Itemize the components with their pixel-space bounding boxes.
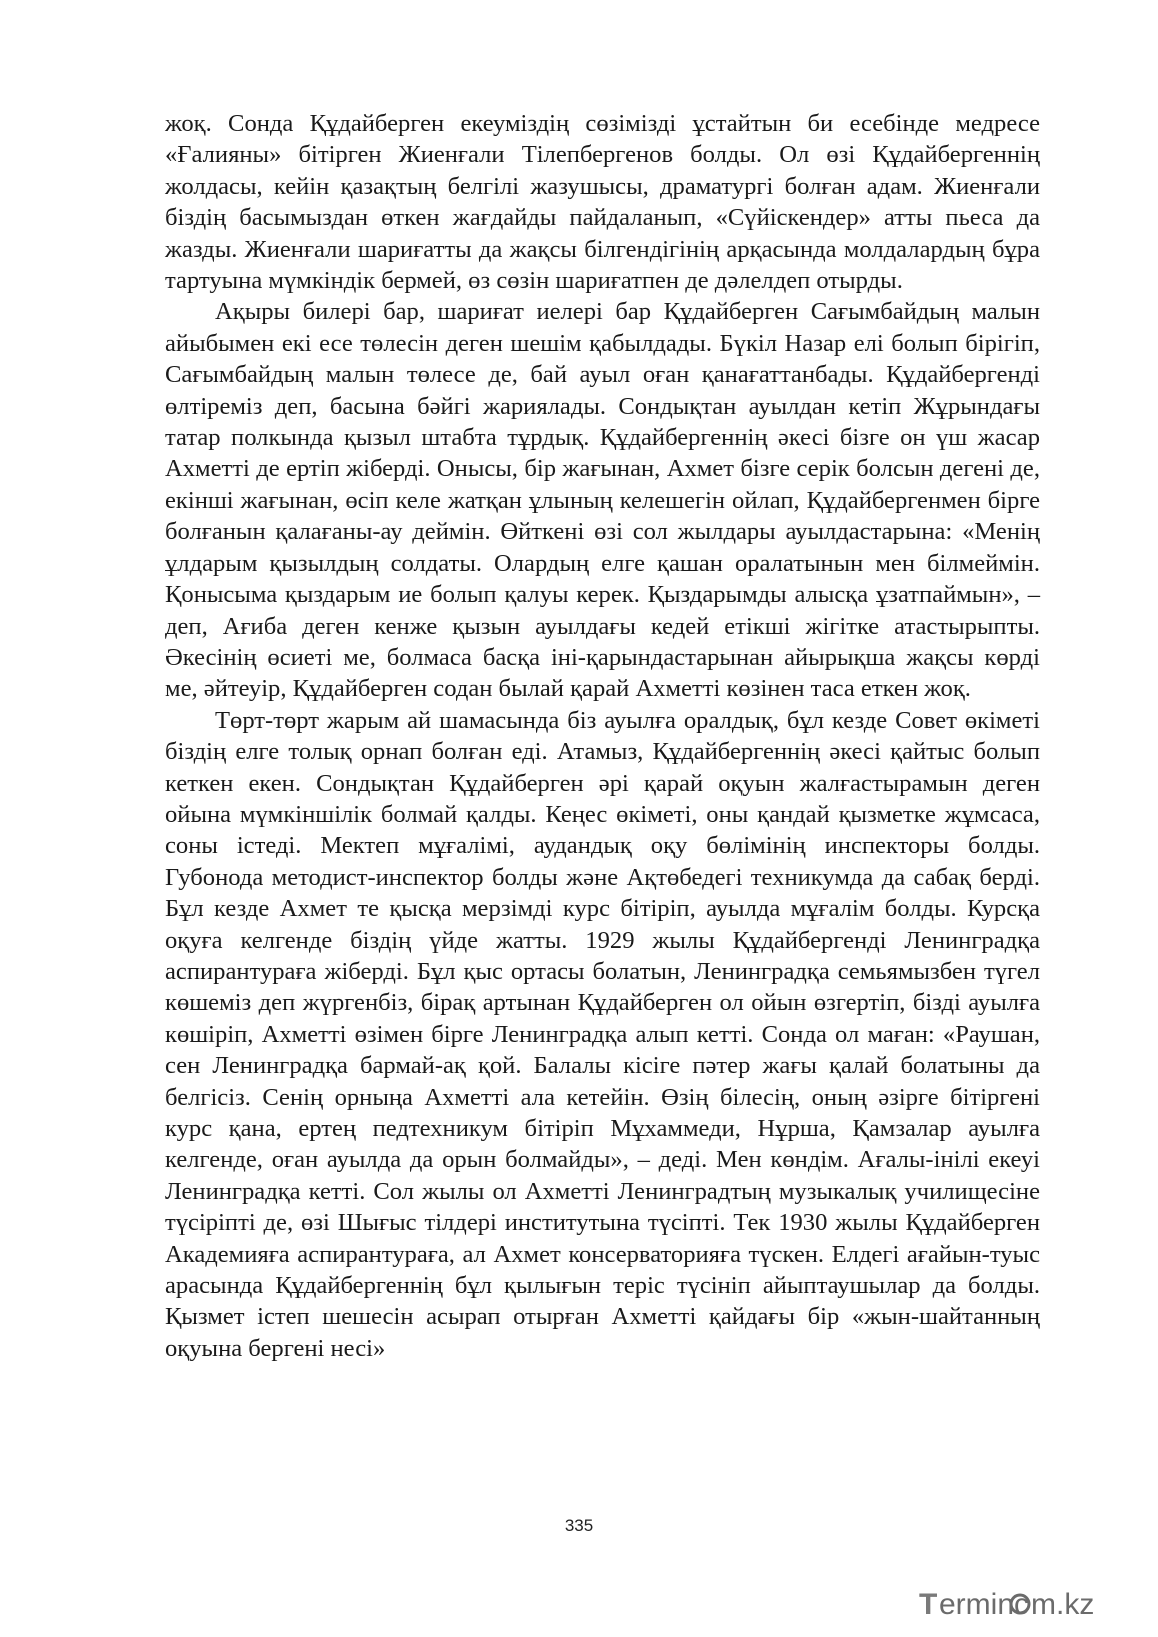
logo-text-suffix: m.kz xyxy=(1031,1588,1095,1621)
logo-text-middle: erminc xyxy=(939,1588,1030,1621)
document-body xyxy=(165,108,1040,1364)
page-number: 335 xyxy=(564,1516,594,1535)
termincom-logo xyxy=(913,1585,1128,1623)
logo-letter-t: T xyxy=(919,1588,938,1621)
paragraph-3: Төрт-төрт жарым ай шамасында біз ауылға оралдық, бұл кезде Совет өкіметі біздің елге толық орнап болған еді. Атамыз, Құдайбергеннің әкесі қайтыс болып кеткен екен. Сондықтан Құдайберген әрі қарай оқуын жалғастырамын деген ойына мүмкіншілік болмай қалды. Кеңес өкіметі, оны қандай қызметке жұмсаса, соны істеді. Мектеп мұғалімі, аудандық оқу бөлімінің инспекторы болды. Губонода методист-инспектор болды және Ақтөбедегі техникумда да сабақ берді. Бұл кезде Ахмет те қысқа мерзімді курс бітіріп, ауылда мұғалім болды. Курсқа оқуға келгенде біздің үйде жатты. 1929 жылы Құдайбергенді Ленинградқа аспирантураға жіберді. Бұл қыс ортасы болатын, Ленинградқа семьямызбен түгел көшеміз деп жүргенбіз, бірақ артынан Құдайберген ол ойын өзгертіп, бізді ауылға көшіріп, Ахметті өзімен бірге Ленинградқа алып кетті. Сонда ол маған: «Раушан, сен Ленинградқа бармай-ақ қой. Балалы кісіге пәтер жағы қалай болатыны да белгісіз. Сенің орныңа Ахметті ала кетейін. Өзің білесің, оның әзірге бітіргені курс қана, ертең педтехникум бітіріп Мұхаммеди, Нұрша, Қамзалар ауылға келгенде, оған ауылда да орын болмайды», – деді. Мен көндім. Ағалы-інілі екеуі Ленинградқа кетті. Сол жылы ол Ахметті Ленинградтың музыкалық училищесіне түсіріпті де, өзі Шығыс тілдері институтына түсіпті. Тек 1930 жылы Құдайберген Академияға аспирантураға, ал Ахмет консерваторияға түскен. Елдегі ағайын-туыс арасында Құдайбергеннің бұл қылығын теріс түсініп айыптаушылар да болды. Қызмет істеп шешесін асырап отырған Ахметті қайдағы бір «жын-шайтанның оқуына бергені несі» xyxy=(165,706,1040,1362)
paragraph-2: Ақыры билері бар, шариғат иелері бар Құдайберген Сағымбайдың малын айыбымен екі есе төлесін деген шешім қабылдады. Бүкіл Назар елі болып бірігіп, Сағымбайдың малын төлесе де, бай ауыл оған қанағаттанбады. Құдайбергенді өлтіреміз деп, басына бәйгі жариялады. Сондықтан ауылдан кетіп Жұрындағы татар полкында қызыл штабта тұрдық. Құдайбергеннің әкесі бізге он үш жасар Ахметті де ертіп жіберді. Онысы, бір жағынан, Ахмет бізге серік болсын дегені де, екінші жағынан, өсіп келе жатқан ұлының келешегін ойлап, Құдайбергенмен бірге болғанын қалағаны-ау деймін. Өйткені өзі сол жылдары ауылдастарына: «Менің ұлдарым қызылдың солдаты. Олардың елге қашан оралатынын мен білмеймін. Қонысыма қыздарым ие болып қалуы керек. Қыздарымды алысқа ұзатпаймын», – деп, Ағиба деген кенже қызын ауылдағы кедей етікші жігітке атастырыпты. Әкесінің өсиеті ме, болмаса басқа іні-қарындастарынан айырықша жақсы көрді ме, әйтеуір, Құдайберген содан былай қарай Ахметті көзінен таса еткен жоқ. xyxy=(165,298,1040,703)
paragraph-1: жоқ. Сонда Құдайберген екеуміздің сөзімізді ұстайтын би есебінде медресе «Ғалияны» бітірген Жиенғали Тілепбергенов болды. Ол өзі Құдайбергеннің жолдасы, кейін қазақтың белгілі жазушысы, драматургі болған адам. Жиенғали біздің басымыздан өткен жағдайды пайдаланып, «Сүйіскендер» атты пьеса да жазды. Жиенғали шариғатты да жақсы білгендігінің арқасында молдалардың бұра тартуына мүмкіндік бермей, өз сөзін шариғатпен де дәлелдеп отырды. xyxy=(165,110,1040,295)
